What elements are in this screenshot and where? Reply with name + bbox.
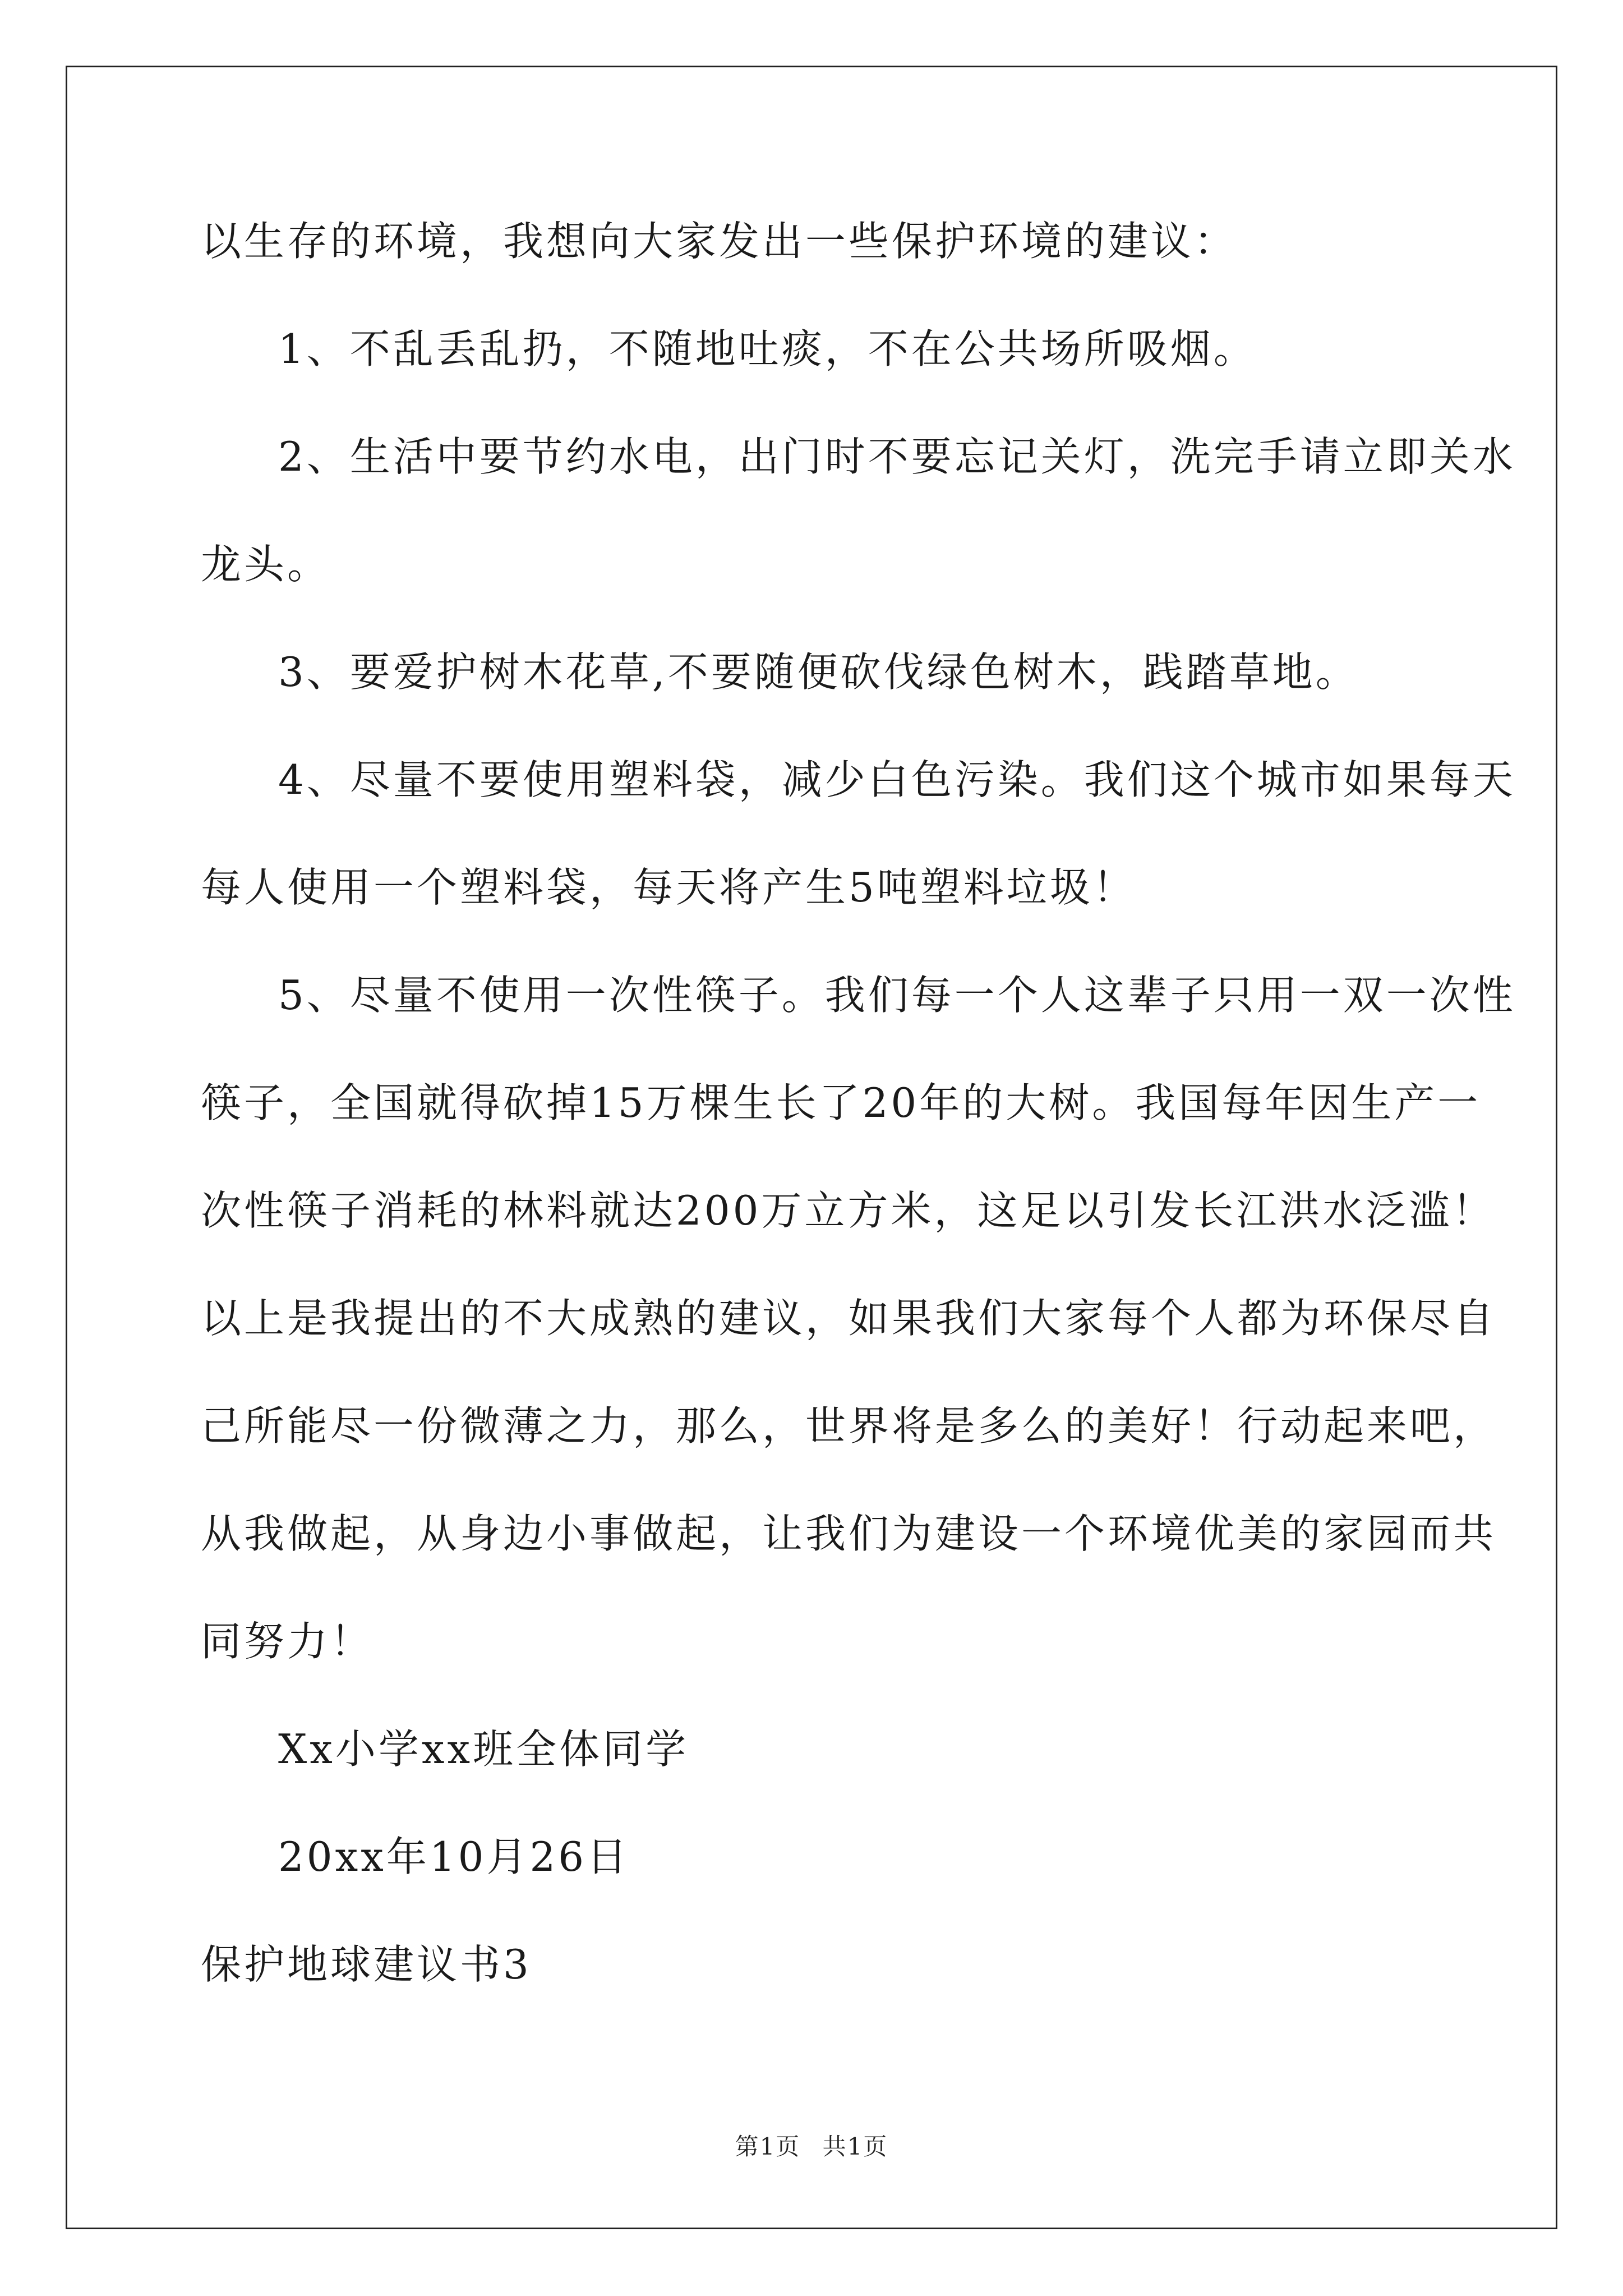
list-item-4: 4、尽量不要使用塑料袋，减少白色污染。我们这个城市如果每天 [278, 756, 1516, 803]
body-text-line: 同努力！ [201, 1618, 374, 1665]
list-item-3: 3、要爱护树木花草,不要随便砍伐绿色树木，践踏草地。 [278, 648, 1359, 696]
body-text-line: 从我做起，从身边小事做起，让我们为建设一个环境优美的家园而共 [201, 1510, 1497, 1557]
body-text-line: 己所能尽一份微薄之力，那么，世界将是多么的美好！行动起来吧， [201, 1402, 1497, 1450]
page-border [66, 66, 1557, 2229]
list-item-1: 1、不乱丢乱扔，不随地吐痰，不在公共场所吸烟。 [278, 325, 1257, 372]
body-text-line: 每人使用一个塑料袋，每天将产生5吨塑料垃圾！ [201, 864, 1136, 911]
section-title: 保护地球建议书3 [201, 1941, 532, 1988]
page-number: 第1页 [735, 2133, 801, 2160]
page-footer [0, 2130, 1623, 2164]
page-total: 共1页 [822, 2133, 888, 2160]
body-text-line: 以上是我提出的不大成熟的建议，如果我们大家每个人都为环保尽自 [201, 1295, 1497, 1342]
date: 20xx年10月26日 [278, 1833, 630, 1880]
list-item-2: 2、生活中要节约水电，出门时不要忘记关灯，洗完手请立即关水 [278, 433, 1516, 480]
body-text-line: 以生存的环境，我想向大家发出一些保护环境的建议： [201, 218, 1238, 265]
list-item-5: 5、尽量不使用一次性筷子。我们每一个人这辈子只用一双一次性 [278, 972, 1516, 1019]
signature: Xx小学xx班全体同学 [278, 1726, 689, 1773]
body-text-line: 次性筷子消耗的林料就达200万立方米，这足以引发长江洪水泛滥！ [201, 1187, 1496, 1234]
body-text-line: 龙头。 [201, 541, 331, 588]
body-text-line: 筷子，全国就得砍掉15万棵生长了20年的大树。我国每年因生产一 [201, 1079, 1481, 1126]
